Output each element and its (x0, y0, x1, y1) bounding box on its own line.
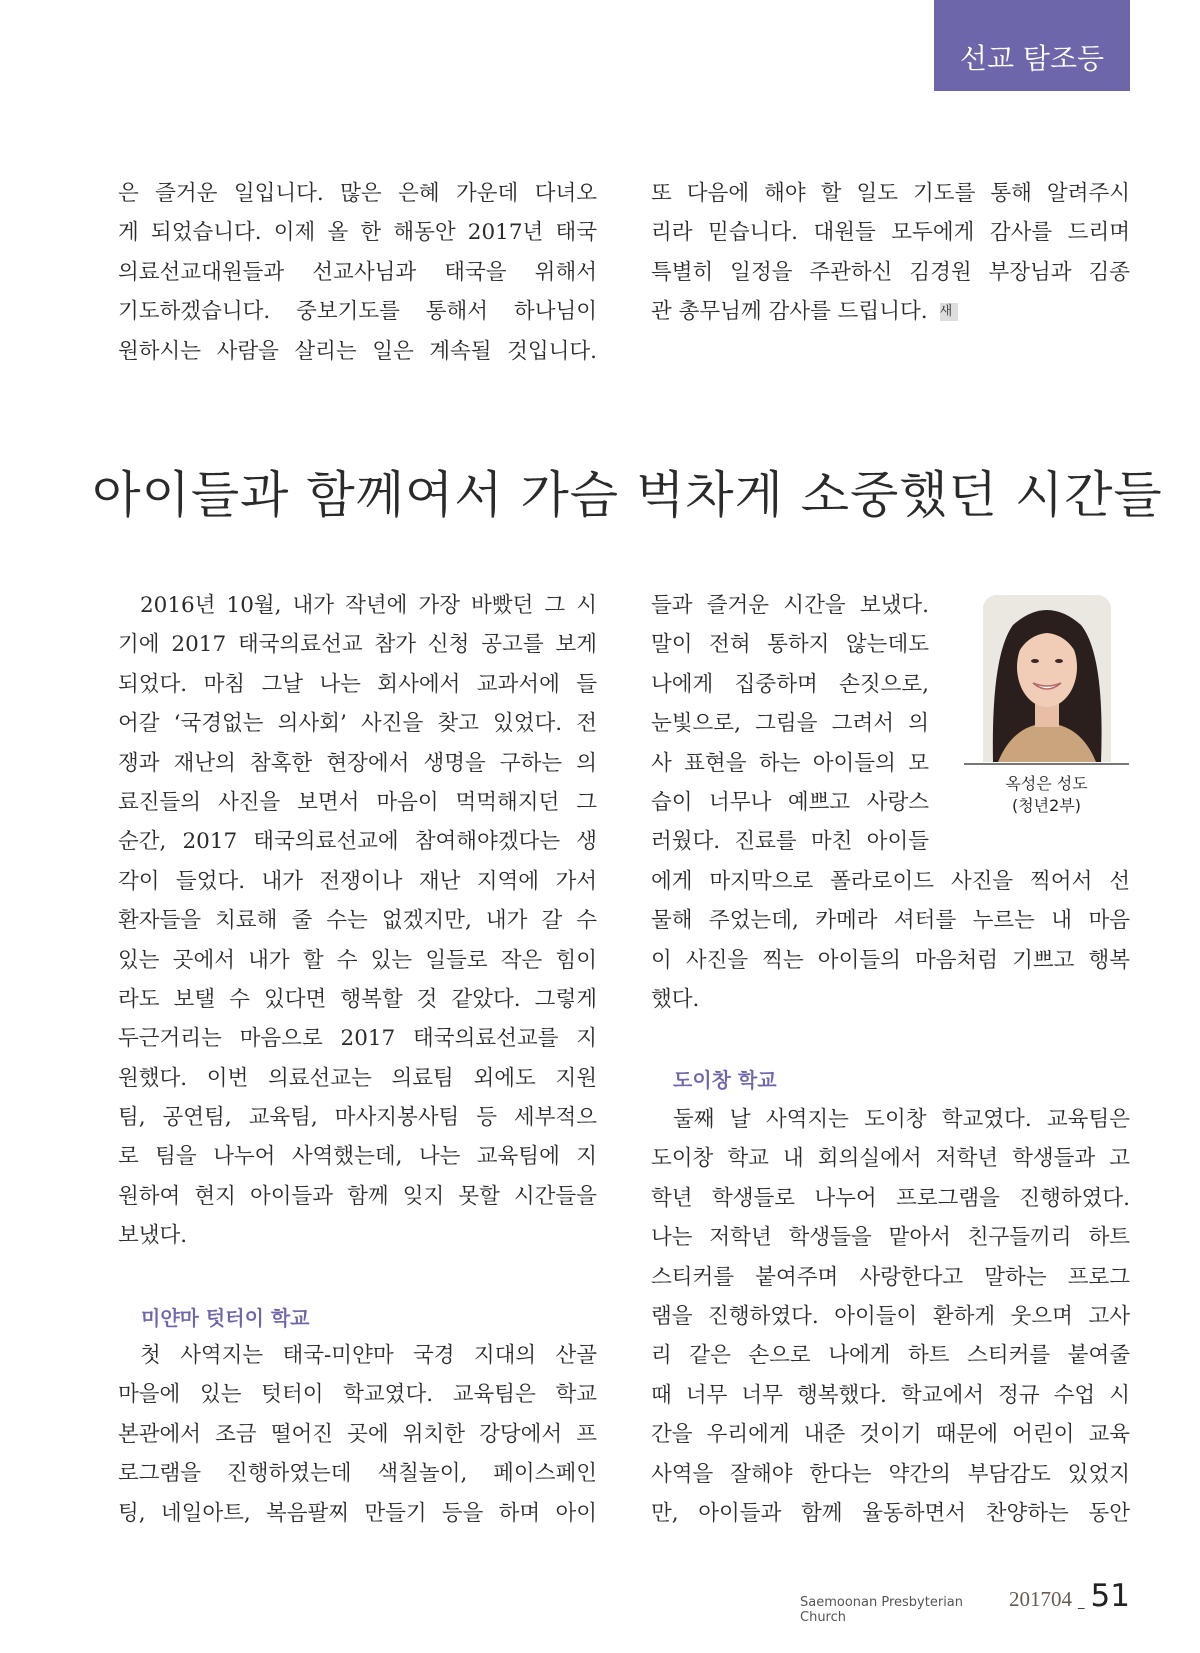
text-line: 본관에서 조금 떨어진 곳에 위치한 강당에서 프 (118, 1421, 597, 1447)
text-line: 2016년 10월, 내가 작년에 가장 바빴던 그 시 (140, 593, 597, 618)
article-left-paragraph-2 (118, 1336, 597, 1533)
text-line: 원했다. 이번 의료선교는 의료팀 외에도 지원 (118, 1065, 597, 1091)
text-line: 쟁과 재난의 참혹한 현장에서 생명을 구하는 의 (118, 750, 597, 776)
text-line: 둘째 날 사역지는 도이창 학교였다. 교육팀은 (673, 1107, 1130, 1132)
text-line: 이 사진을 찍는 아이들의 마음처럼 기쁘고 행복 (651, 947, 1130, 973)
subheading-doichang-school: 도이창 학교 (673, 1068, 777, 1092)
text-line: 각이 들었다. 내가 전쟁이나 재난 지역에 가서 (118, 868, 597, 894)
text-line: 팀, 공연팀, 교육팀, 마사지봉사팀 등 세부적으 (118, 1105, 597, 1131)
article-left-paragraph-1 (118, 586, 597, 1256)
text-line: 마을에 있는 텃터이 학교였다. 교육팀은 학교 (118, 1382, 597, 1408)
text-line: 학년 학생들로 나누어 프로그램을 진행하였다. (651, 1185, 1130, 1211)
text-line: 있는 곳에서 내가 할 수 있는 일들로 작은 힘이 (118, 947, 597, 973)
text-line: 도이창 학교 내 회의실에서 저학년 학생들과 고 (651, 1146, 1130, 1172)
text-line: 로그램을 진행하였는데 색칠놀이, 페이스페인 (118, 1461, 597, 1487)
section-tab (934, 0, 1130, 91)
text-line: 러웠다. 진료를 마친 아이들 (651, 829, 929, 855)
author-group: (청년2부) (1011, 796, 1082, 815)
text-line: 에게 마지막으로 폴라로이드 사진을 찍어서 선 (651, 869, 1130, 894)
text-line: 두근거리는 마음으로 2017 태국의료선교를 지 (118, 1026, 597, 1052)
text-line: 나에게 집중하며 손짓으로, (651, 671, 929, 697)
text-line: 어갈 ‘국경없는 의사회’ 사진을 찾고 있었다. 전 (118, 711, 597, 737)
text-line: 원하시는 사람을 살리는 일은 계속될 것입니다. (118, 338, 597, 364)
top-right-column (651, 174, 1130, 332)
top-left-column (118, 174, 597, 371)
section-tab-label: 선교 탐조등 (959, 42, 1105, 75)
text-line: 료진들의 사진을 보면서 마음이 먹먹해지던 그 (118, 789, 597, 815)
text-line: 기에 2017 태국의료선교 참가 신청 공고를 보게 (118, 632, 597, 658)
text-line: 환자들을 치료해 줄 수는 없겠지만, 내가 갈 수 (118, 908, 597, 934)
text-line: 사역을 잘해야 한다는 약간의 부담감도 있었지 (651, 1461, 1130, 1487)
text-line: 또 다음에 해야 할 일도 기도를 통해 알려주시 (651, 181, 1130, 206)
text-line: 리라 믿습니다. 대원들 모두에게 감사를 드리며 (651, 220, 1130, 246)
article-title: 아이들과 함께여서 가슴 벅차게 소중했던 시간들 (92, 466, 1163, 524)
footer-separator: _ (1078, 1595, 1085, 1610)
text-line: 나는 저학년 학생들을 맡아서 친구들끼리 하트 (651, 1225, 1130, 1251)
text-line: 간을 우리에게 내준 것이기 때문에 어린이 교육 (651, 1422, 1130, 1448)
article-right-paragraph-2 (651, 1100, 1130, 1533)
page-number: 51 (1090, 1578, 1130, 1614)
text-line: 말이 전혀 통하지 않는데도 (651, 632, 929, 658)
text-line: 리 같은 손으로 나에게 하트 스티커를 붙여줄 (651, 1343, 1130, 1369)
text-line: 사 표현을 하는 아이들의 모 (651, 750, 929, 776)
church-name: Saemoonan Presbyterian Church (800, 1595, 964, 1625)
text-line: 팅, 네일아트, 복음팔찌 만들기 등을 하며 아이 (118, 1500, 597, 1526)
article-end-mark-icon: 새 (940, 303, 958, 321)
issue-number: 201704 (1009, 1587, 1073, 1611)
text-line: 들과 즐거운 시간을 보냈다. (651, 593, 929, 618)
article-right-full (651, 862, 1130, 1020)
text-line: 특별히 일정을 주관하신 김경원 부장님과 김종 (651, 259, 1130, 285)
text-line: 물해 주었는데, 카메라 셔터를 누르는 내 마음 (651, 908, 1130, 934)
text-line: 되었다. 마침 그날 나는 회사에서 교과서에 들 (118, 671, 597, 697)
text-line: 로 팀을 나누어 사역했는데, 나는 교육팀에 지 (118, 1144, 597, 1170)
text-line: 게 되었습니다. 이제 올 한 해동안 2017년 태국 (118, 220, 597, 246)
text-line: 했다. (651, 987, 700, 1013)
text-line: 의료선교대원들과 선교사님과 태국을 위해서 (118, 259, 597, 285)
text-line: 은 즐거운 일입니다. 많은 은혜 가운데 다녀오 (118, 181, 597, 206)
page-footer (800, 1578, 1130, 1625)
text-line: 첫 사역지는 태국-미얀마 국경 지대의 산골 (140, 1343, 597, 1368)
photo-divider (964, 763, 1129, 765)
text-line: 원하여 현지 아이들과 함께 잊지 못할 시간들을 (118, 1183, 597, 1209)
subheading-myanmar-school: 미얀마 텃터이 학교 (141, 1306, 310, 1330)
text-line: 관 총무님께 감사를 드립니다. 새 (651, 292, 1130, 331)
text-line: 라도 보탤 수 있다면 행복할 것 같았다. 그렇게 (118, 986, 597, 1012)
text-line: 습이 너무나 예쁘고 사랑스 (651, 789, 929, 815)
text-line: 기도하겠습니다. 중보기도를 통해서 하나님이 (118, 299, 597, 325)
text-line: 보냈다. (118, 1223, 188, 1249)
author-photo (983, 595, 1111, 762)
article-right-narrow (651, 586, 929, 862)
text-line: 만, 아이들과 함께 율동하면서 찬양하는 동안 (651, 1500, 1130, 1526)
author-name: 옥성은 성도 (1005, 774, 1088, 793)
text-line: 스티커를 붙여주며 사랑한다고 말하는 프로그 (651, 1264, 1130, 1290)
text-line: 램을 진행하였다. 아이들이 환하게 웃으며 고사 (651, 1303, 1130, 1329)
text-line: 순간, 2017 태국의료선교에 참여해야겠다는 생 (118, 829, 597, 855)
text-line: 눈빛으로, 그림을 그려서 의 (651, 711, 929, 737)
text-line: 때 너무 너무 행복했다. 학교에서 정규 수업 시 (651, 1382, 1130, 1408)
